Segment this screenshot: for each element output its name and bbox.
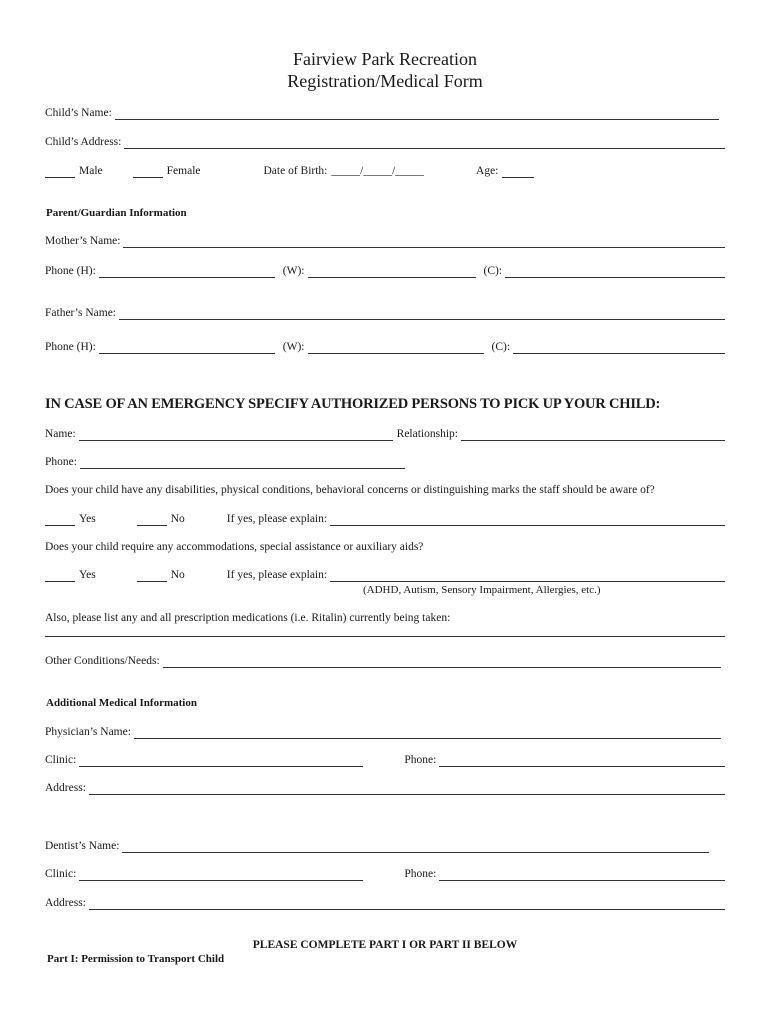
other-conditions-row <box>45 654 721 668</box>
father-phone-c-field[interactable] <box>513 343 725 354</box>
emergency-name-field[interactable] <box>79 430 393 441</box>
child-details-row <box>45 164 725 178</box>
mother-phone-row <box>45 264 725 278</box>
emergency-phone-field[interactable] <box>80 458 405 469</box>
relationship-field[interactable] <box>461 430 725 441</box>
dentist-address-field[interactable] <box>89 899 725 910</box>
emergency-name-row <box>45 427 725 441</box>
physician-clinic-label: Clinic: <box>45 754 77 766</box>
father-phone-c-label: (C): <box>491 341 511 353</box>
father-name-field[interactable] <box>119 309 725 320</box>
physician-address-row <box>45 781 725 795</box>
disabilities-question: Does your child have any disabilities, physical conditions, behavioral concerns or distinguishing marks the staff should be aware of? <box>45 484 655 496</box>
emergency-phone-row <box>45 455 405 469</box>
other-conditions-field[interactable] <box>163 657 721 668</box>
father-phone-row <box>45 340 725 354</box>
child-address-label: Child’s Address: <box>45 136 122 148</box>
father-name-row <box>45 306 725 320</box>
q2-yes-blank[interactable] <box>45 571 75 582</box>
dentist-name-field[interactable] <box>122 842 709 853</box>
male-label: Male <box>79 165 103 177</box>
complete-part-instruction: PLEASE COMPLETE PART I OR PART II BELOW <box>252 939 518 951</box>
physician-name-field[interactable] <box>134 728 721 739</box>
relationship-label: Relationship: <box>396 428 458 440</box>
medications-row <box>45 626 725 637</box>
emergency-name-label: Name: <box>45 428 76 440</box>
child-name-label: Child’s Name: <box>45 107 112 119</box>
dentist-clinic-row <box>45 867 725 881</box>
medical-heading: Additional Medical Information <box>46 697 197 709</box>
age-field[interactable] <box>502 167 534 178</box>
q1-no-blank[interactable] <box>137 515 167 526</box>
q2-no-blank[interactable] <box>137 571 167 582</box>
q2-explain-field[interactable] <box>330 571 725 582</box>
child-name-field[interactable] <box>115 109 719 120</box>
physician-name-label: Physician’s Name: <box>45 726 131 738</box>
guardian-heading: Parent/Guardian Information <box>46 207 187 219</box>
mother-phone-w-field[interactable] <box>308 267 476 278</box>
child-address-row <box>45 135 725 149</box>
q1-yes-blank[interactable] <box>45 515 75 526</box>
emergency-phone-label: Phone: <box>45 456 77 468</box>
mother-phone-h-label: Phone (H): <box>45 265 96 277</box>
father-phone-h-label: Phone (H): <box>45 341 96 353</box>
q2-examples-hint: (ADHD, Autism, Sensory Impairment, Allergies, etc.) <box>363 584 601 596</box>
age-label: Age: <box>476 165 499 177</box>
mother-phone-c-label: (C): <box>483 265 503 277</box>
dentist-name-row <box>45 839 709 853</box>
physician-clinic-row <box>45 753 725 767</box>
dob-label: Date of Birth: <box>263 165 328 177</box>
child-name-row <box>45 106 719 120</box>
q1-explain-label: If yes, please explain: <box>226 513 328 525</box>
medications-field[interactable] <box>45 626 725 637</box>
form-title-line1: Fairview Park Recreation <box>293 49 477 69</box>
dentist-clinic-label: Clinic: <box>45 868 77 880</box>
q2-explain-label: If yes, please explain: <box>226 569 328 581</box>
q1-explain-field[interactable] <box>330 515 725 526</box>
emergency-heading: IN CASE OF AN EMERGENCY SPECIFY AUTHORIZED PERSONS TO PICK UP YOUR CHILD: <box>45 396 661 412</box>
female-checkbox-blank[interactable] <box>133 167 163 178</box>
mother-name-field[interactable] <box>123 237 725 248</box>
q2-answer-row <box>45 568 725 582</box>
physician-phone-field[interactable] <box>439 756 725 767</box>
child-address-field[interactable] <box>124 138 725 149</box>
dentist-name-label: Dentist’s Name: <box>45 840 120 852</box>
father-phone-w-field[interactable] <box>308 343 484 354</box>
physician-phone-label: Phone: <box>404 754 437 766</box>
physician-clinic-field[interactable] <box>79 756 363 767</box>
mother-phone-c-field[interactable] <box>505 267 725 278</box>
other-conditions-label: Other Conditions/Needs: <box>45 655 160 667</box>
q1-yes-label: Yes <box>79 513 96 525</box>
q1-no-label: No <box>170 513 185 525</box>
physician-name-row <box>45 725 721 739</box>
mother-name-label: Mother’s Name: <box>45 235 121 247</box>
q2-no-label: No <box>170 569 185 581</box>
dentist-phone-field[interactable] <box>439 870 725 881</box>
accommodations-question: Does your child require any accommodations, special assistance or auxiliary aids? <box>45 541 424 553</box>
dentist-clinic-field[interactable] <box>79 870 363 881</box>
mother-phone-h-field[interactable] <box>99 267 275 278</box>
mother-phone-w-label: (W): <box>282 265 305 277</box>
father-phone-h-field[interactable] <box>99 343 275 354</box>
father-phone-w-label: (W): <box>282 341 305 353</box>
form-title-line2: Registration/Medical Form <box>287 71 483 91</box>
dob-field[interactable]: _____/_____/_____ <box>331 165 425 177</box>
mother-name-row <box>45 234 725 248</box>
physician-address-label: Address: <box>45 782 86 794</box>
part1-heading: Part I: Permission to Transport Child <box>47 953 225 965</box>
q2-yes-label: Yes <box>79 569 96 581</box>
father-name-label: Father’s Name: <box>45 307 117 319</box>
medications-question: Also, please list any and all prescription medications (i.e. Ritalin) currently being taken: <box>45 612 451 624</box>
q1-answer-row <box>45 512 725 526</box>
male-checkbox-blank[interactable] <box>45 167 75 178</box>
dentist-address-label: Address: <box>45 897 86 909</box>
dentist-address-row <box>45 896 725 910</box>
dentist-phone-label: Phone: <box>404 868 437 880</box>
physician-address-field[interactable] <box>89 784 725 795</box>
female-label: Female <box>166 165 201 177</box>
